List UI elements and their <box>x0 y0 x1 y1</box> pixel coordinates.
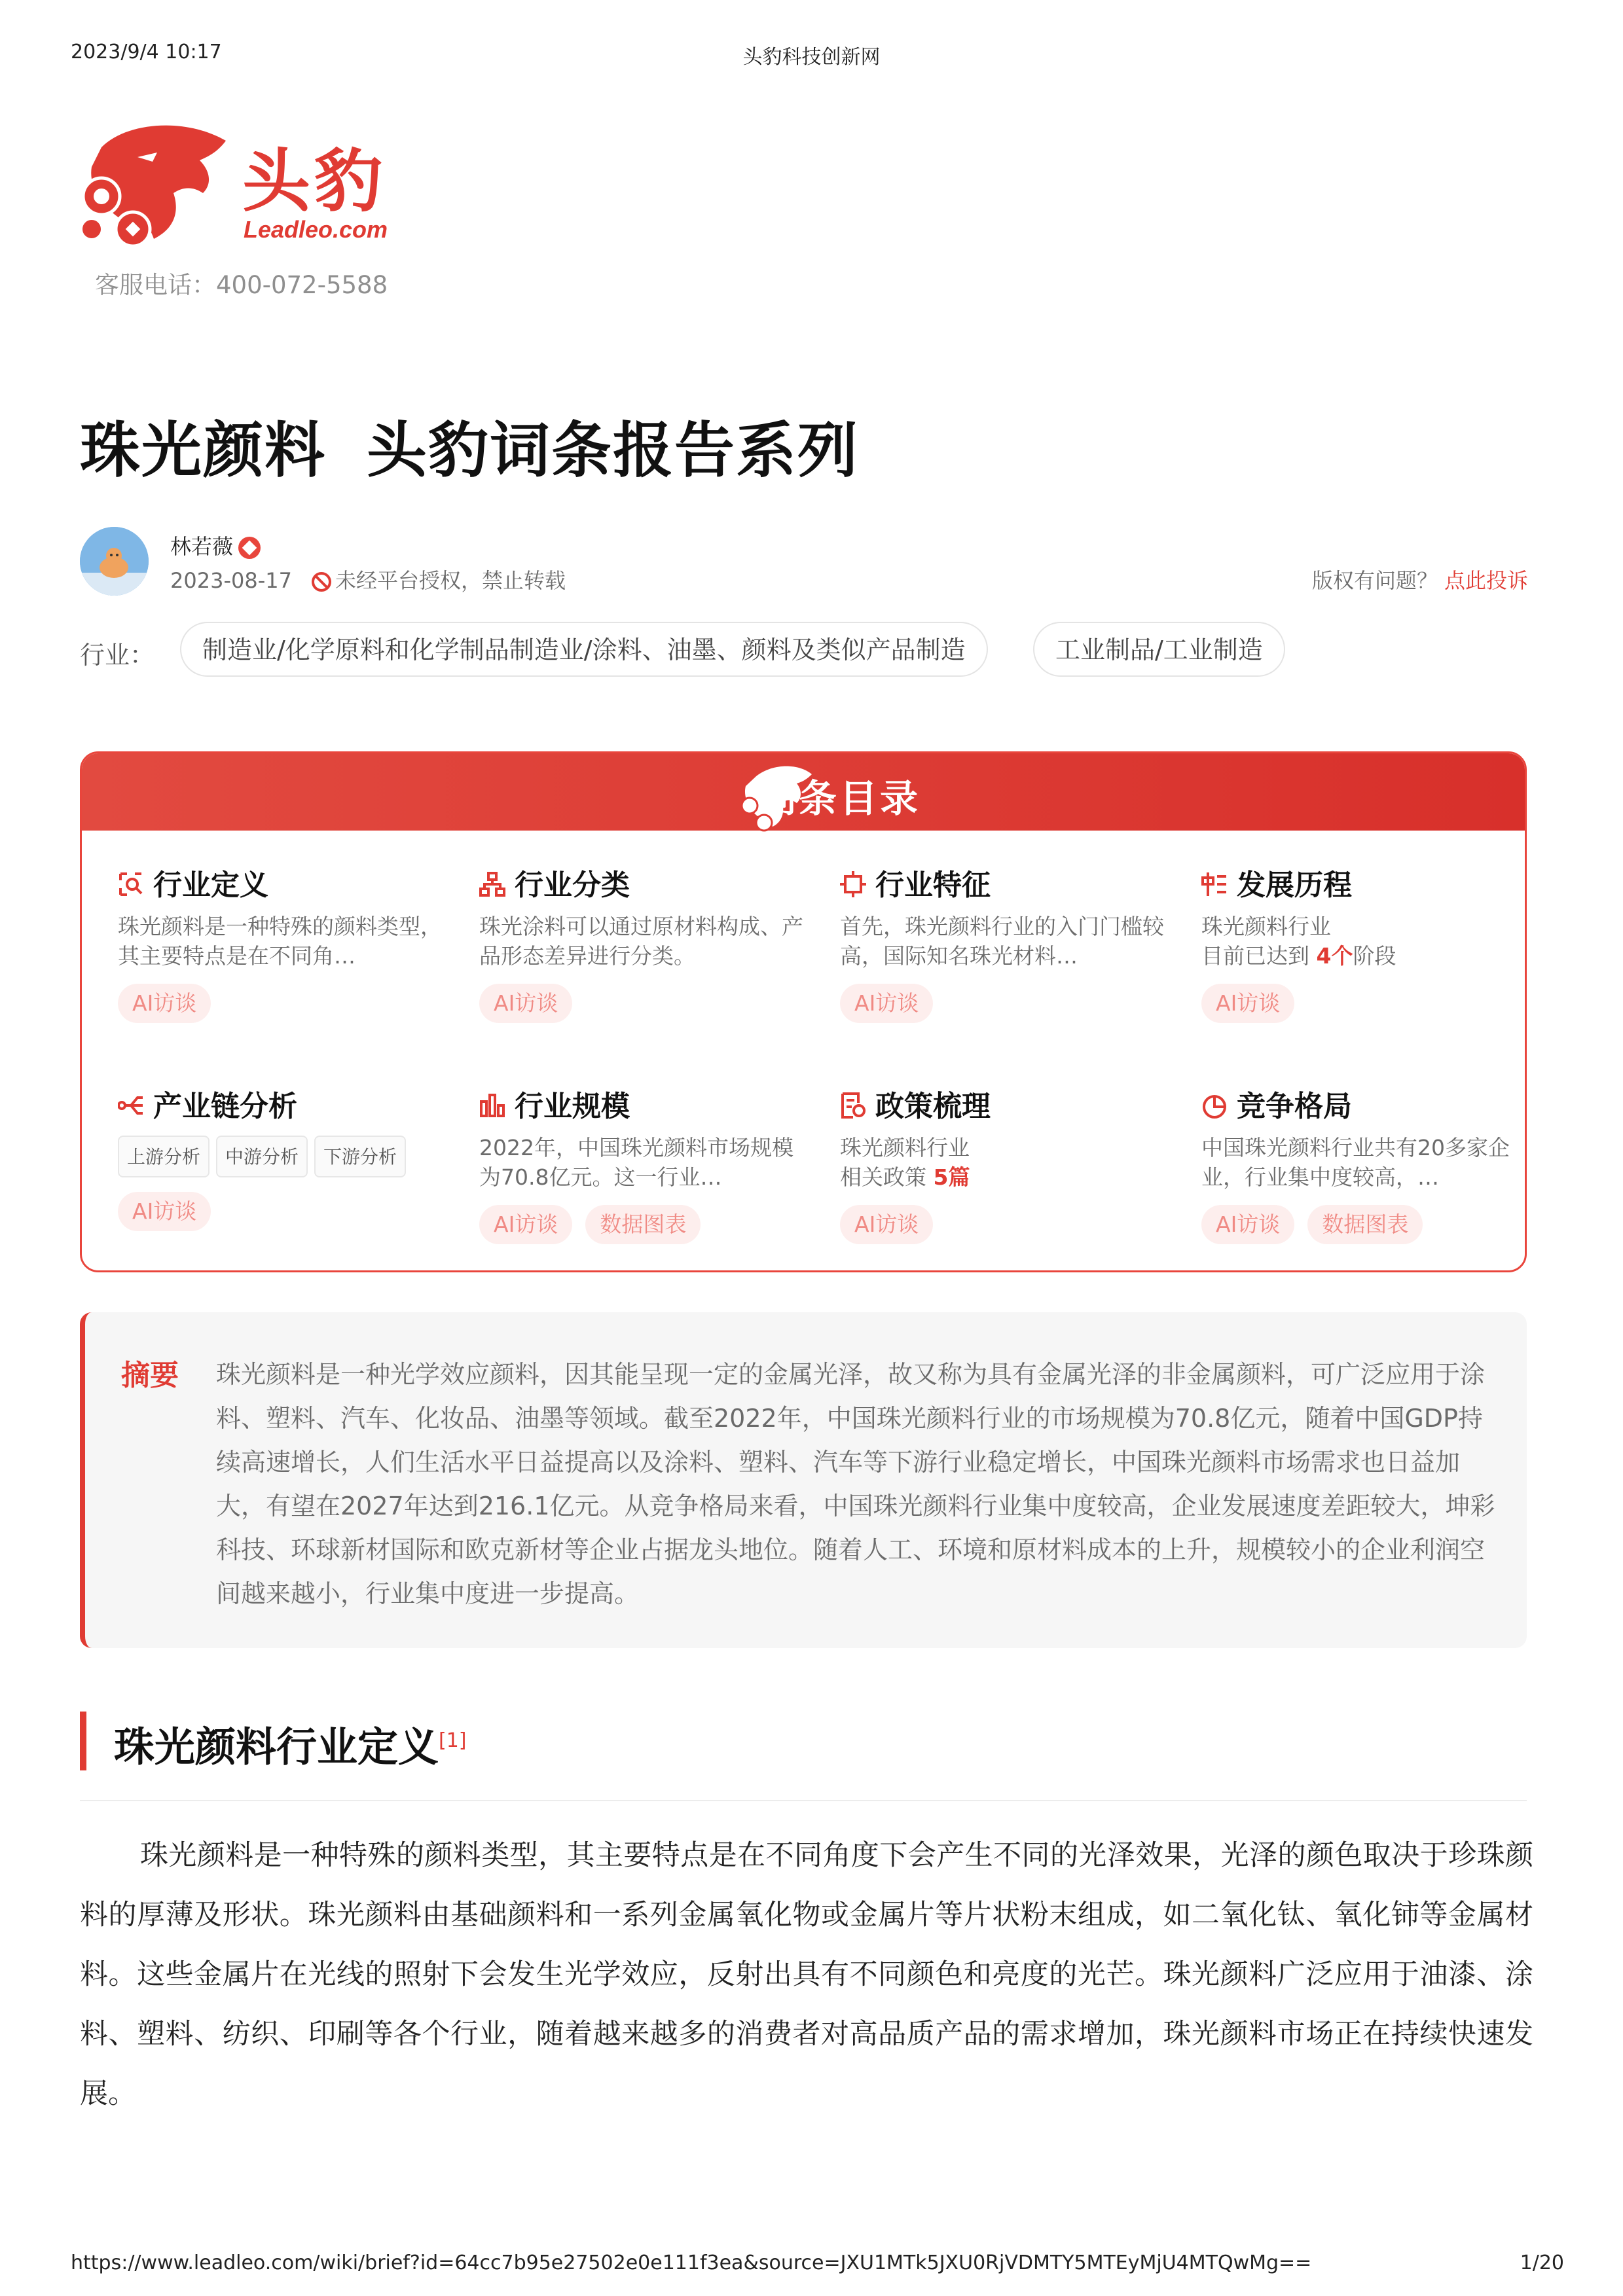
abstract-label: 摘要 <box>121 1359 179 1392</box>
data-chart-button[interactable]: 数据图表 <box>1307 1205 1423 1244</box>
print-footer <box>0 2251 1623 2278</box>
section-title <box>80 1712 467 1770</box>
citation-ref[interactable]: [1] <box>439 1729 467 1752</box>
title-main: 珠光颜料 <box>80 416 327 486</box>
chain-subtags <box>118 1136 445 1177</box>
data-chart-button[interactable]: 数据图表 <box>585 1205 701 1244</box>
toc-item-title: 产业链分析 <box>153 1090 297 1123</box>
toc-item-desc: 首先，珠光颜料行业的入门门槛较高，国际知名珠光材料… <box>840 914 1164 969</box>
toc-item-title: 发展历程 <box>1237 869 1352 902</box>
copyright-notice <box>1312 564 1528 594</box>
print-datetime: 2023/9/4 10:17 <box>71 41 222 63</box>
search-doc-icon <box>118 871 144 897</box>
ai-interview-button[interactable]: AI访谈 <box>1201 1205 1294 1244</box>
toc-item-desc: 中国珠光颜料行业共有20多家企业，行业集中度较高，… <box>1201 1135 1510 1190</box>
target-icon <box>840 871 866 897</box>
toc-title: 词条目录 <box>757 776 921 821</box>
customer-service-phone: 客服电话：400-072-5588 <box>95 271 388 299</box>
policy-desc-line1: 珠光颜料行业 <box>840 1135 970 1160</box>
bar-chart-icon <box>479 1092 505 1119</box>
ai-interview-button[interactable]: AI访谈 <box>118 984 211 1023</box>
print-site-title: 头豹科技创新网 <box>742 46 881 69</box>
policy-doc-icon <box>840 1092 866 1119</box>
toc-panel <box>80 751 1527 1272</box>
logo-brand-text: 头豹 <box>242 141 387 221</box>
ai-interview-button[interactable]: AI访谈 <box>840 984 933 1023</box>
toc-item-industry-chain[interactable] <box>118 1087 445 1231</box>
toc-item-market-size[interactable] <box>479 1087 807 1244</box>
ai-interview-button[interactable]: AI访谈 <box>1201 984 1294 1023</box>
author-avatar[interactable] <box>80 527 149 596</box>
ai-interview-button[interactable]: AI访谈 <box>118 1192 211 1231</box>
ai-interview-button[interactable]: AI访谈 <box>479 1205 572 1244</box>
title-series: 头豹词条报告系列 <box>367 416 860 486</box>
industry-tag-2[interactable]: 工业制品/工业制造 <box>1033 622 1285 677</box>
industry-label: 行业： <box>80 641 155 670</box>
toc-item-features[interactable] <box>840 866 1167 1023</box>
logo-domain-text: Leadleo.com <box>244 216 388 243</box>
history-desc-suffix: 阶段 <box>1353 943 1396 969</box>
history-desc-line1: 珠光颜料行业 <box>1201 914 1331 939</box>
ai-interview-button[interactable]: AI访谈 <box>479 984 572 1023</box>
history-desc-line2: 目前已达到 <box>1201 943 1317 969</box>
toc-item-title: 行业规模 <box>515 1090 630 1123</box>
upstream-analysis-tag[interactable]: 上游分析 <box>118 1136 210 1177</box>
toc-item-history[interactable] <box>1201 866 1527 1023</box>
section-body: 珠光颜料是一种特殊的颜料类型，其主要特点是在不同角度下会产生不同的光泽效果，光泽的颜色取决于珍珠颜料的厚薄及形状。珠光颜料由基础颜料和一系列金属氧化物或金属片等片状粉末组成，如二氧化钛、氧化铈等金属材料。这些金属片在光线的照射下会发生光学效应，反射出具有不同颜色和亮度的光芒。珠光颜料广泛应用于油漆、涂料、塑料、纺织、印刷等各个行业，随着越来越多的消费者对高品质产品的需求增加，珠光颜料市场正在持续快速发展。 <box>80 1839 1533 2110</box>
author-name[interactable]: 林若薇 <box>170 534 234 559</box>
author-line <box>170 530 261 560</box>
history-stage-count: 4个 <box>1316 943 1353 969</box>
verified-badge-icon <box>238 537 261 559</box>
page-number: 1/20 <box>1520 2251 1564 2274</box>
toc-item-classification[interactable] <box>479 866 807 1023</box>
policy-desc-line2: 相关政策 <box>840 1164 934 1190</box>
toc-item-desc: 珠光涂料可以通过原材料构成、产品形态差异进行分类。 <box>479 914 803 969</box>
toc-item-policy[interactable] <box>840 1087 1167 1244</box>
timeline-icon <box>1201 871 1228 897</box>
print-url: https://www.leadleo.com/wiki/brief?id=64cc7b95e27502e0e111f3ea&source=JXU1MTk5JXU0RjVDMTY5MTEyMjU4MTQwMg== <box>71 2251 1312 2274</box>
copyright-question: 版权有问题？ <box>1311 568 1438 593</box>
ai-interview-button[interactable]: AI访谈 <box>840 1205 933 1244</box>
toc-item-competition[interactable] <box>1201 1087 1527 1244</box>
toc-item-title: 行业分类 <box>515 869 630 902</box>
print-header <box>0 41 1623 73</box>
industry-tag-1[interactable]: 制造业/化学原料和化学制品制造业/涂料、油墨、颜料及类似产品制造 <box>180 622 988 677</box>
toc-item-desc: 2022年，中国珠光颜料市场规模为70.8亿元。这一行业… <box>479 1135 793 1190</box>
policy-count: 5篇 <box>933 1164 970 1190</box>
chain-icon <box>118 1092 144 1119</box>
downstream-analysis-tag[interactable]: 下游分析 <box>314 1136 406 1177</box>
section-divider <box>80 1800 1527 1801</box>
abstract-text: 珠光颜料是一种光学效应颜料，因其能呈现一定的金属光泽，故又称为具有金属光泽的非金属颜料，可广泛应用于涂料、塑料、汽车、化妆品、油墨等领域。截至2022年，中国珠光颜料行业的市场规模为70.8亿元，随着中国GDP持续高速增长，人们生活水平日益提高以及涂料、塑料、汽车等下游行业稳定增长，中国珠光颜料市场需求也日益加大，有望在2027年达到216.1亿元。从竞争格局来看，中国珠光颜料行业集中度较高，企业发展速度差距较大，坤彩科技、环球新材国际和欧克新材等企业占据龙头地位。随着人工、环境和原材料成本的上升，规模较小的企业利润空间越来越小，行业集中度进一步提高。 <box>216 1360 1495 1608</box>
midstream-analysis-tag[interactable]: 中游分析 <box>216 1136 308 1177</box>
avatar-image-icon <box>80 527 149 596</box>
page-title <box>80 403 900 489</box>
section-title-text: 珠光颜料行业定义 <box>114 1723 439 1771</box>
pie-chart-icon <box>1201 1092 1228 1119</box>
toc-item-definition[interactable] <box>118 866 445 1023</box>
report-link[interactable]: 点此投诉 <box>1444 568 1528 593</box>
leadleo-logo[interactable] <box>75 121 403 252</box>
toc-item-desc <box>1201 912 1527 971</box>
no-repost-icon <box>312 572 331 592</box>
toc-item-title: 行业特征 <box>875 869 991 902</box>
publish-date: 2023-08-17 <box>170 568 292 593</box>
toc-item-desc <box>840 1133 1167 1192</box>
toc-item-desc: 珠光颜料是一种特殊的颜料类型，其主要特点是在不同角… <box>118 914 442 969</box>
hierarchy-icon <box>479 871 505 897</box>
repost-notice: 未经平台授权，禁止转载 <box>335 568 566 593</box>
toc-header <box>82 753 1525 831</box>
toc-item-title: 政策梳理 <box>875 1090 991 1123</box>
abstract-box <box>80 1312 1527 1648</box>
publish-meta <box>170 564 566 594</box>
leopard-logo-icon <box>75 121 239 252</box>
toc-item-title: 行业定义 <box>153 869 268 902</box>
toc-item-title: 竞争格局 <box>1237 1090 1352 1123</box>
